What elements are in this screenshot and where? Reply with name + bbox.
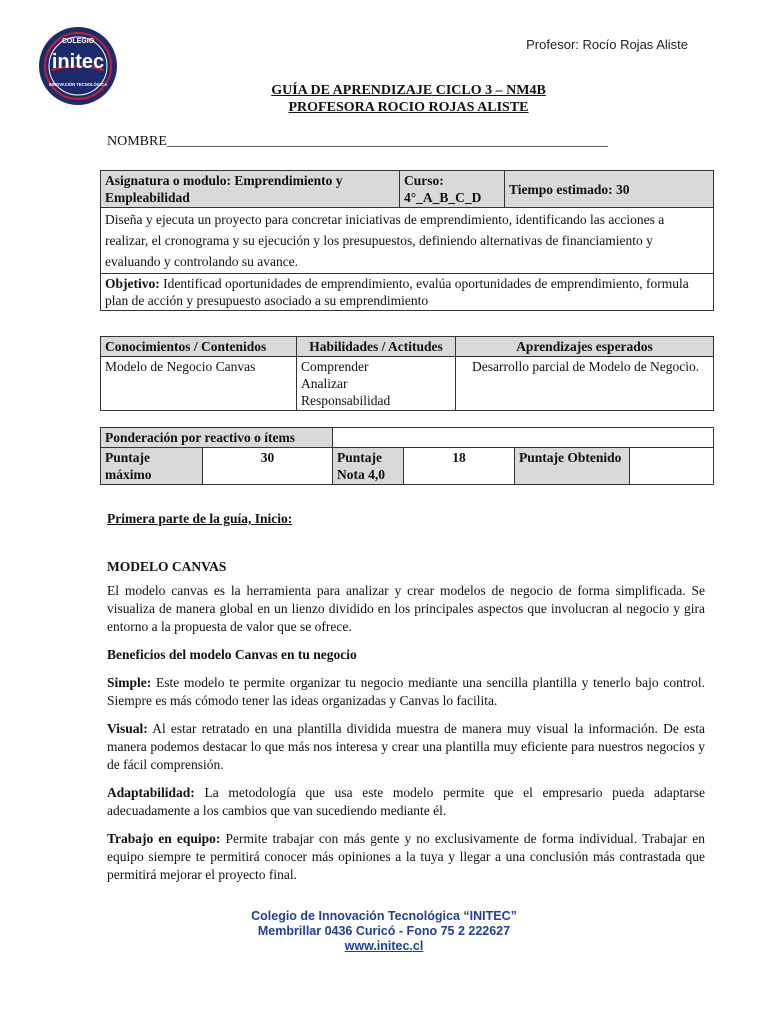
curso-label: Curso: <box>404 173 444 188</box>
benefits-heading: Beneficios del modelo Canvas en tu negocio <box>107 647 357 662</box>
benefit-label: Trabajo en equipo: <box>107 831 221 846</box>
benefit-label: Visual: <box>107 721 148 736</box>
aprendizajes-cell: Desarrollo parcial de Modelo de Negocio. <box>456 357 714 411</box>
score-header: Ponderación por reactivo o ítems <box>101 428 333 448</box>
habilidades-cell <box>297 357 456 411</box>
logo-name: initec <box>51 51 105 73</box>
benefit-label: Adaptabilidad: <box>107 785 195 800</box>
benefit-text: La metodología que usa este modelo permite que el empresario pueda adaptarse adecuadamente a los cambios que van sucediendo mediante él. <box>107 785 705 818</box>
description-cell: Diseña y ejecuta un proyecto para concretar iniciativas de emprendimiento, identificando las acciones a realizar, el cronograma y su ejecución y los presupuestos, definiendo alternativas de financiamiento y evaluando y controlando su avance. <box>101 208 714 274</box>
header-conocimientos: Conocimientos / Contenidos <box>101 337 297 357</box>
header-aprendizajes: Aprendizajes esperados <box>456 337 714 357</box>
habilidad-item: Analizar <box>301 376 348 391</box>
benefit-text: Permite trabajar con más gente y no exclusivamente de forma individual. Trabajar en equipo siempre te permitirá conocer más opiniones a la tuya y llegar a una conclusión más contrastada que permitirá mejorar el proyecto final. <box>107 831 706 882</box>
contenido-cell: Modelo de Negocio Canvas <box>101 357 297 411</box>
contents-table <box>100 336 714 411</box>
title-line-1: GUÍA DE APRENDIZAJE CICLO 3 – NM4B <box>271 83 546 98</box>
obtenido-value[interactable] <box>630 448 714 485</box>
curso-value: 4°_A_B_C_D <box>404 190 482 205</box>
logo-top-text: COLEGIO <box>61 38 95 45</box>
puntaje-maximo-value: 30 <box>203 448 333 485</box>
footer-school-name: Colegio de Innovación Tecnológica “INITEC” <box>251 909 517 923</box>
nota-value: 18 <box>404 448 515 485</box>
obtenido-label: Puntaje Obtenido <box>515 448 630 485</box>
benefit-text: Al estar retratado en una plantilla dividida muestra de manera muy visual la información. De esta manera podemos destacar lo que más nos interesa y crear una plantilla muy eficiente para nuestros negocios y de fácil comprensión. <box>107 721 705 772</box>
professor-header: Profesor: Rocío Rojas Aliste <box>526 37 688 52</box>
nombre-field[interactable]: NOMBRE_______________________________________________________________ <box>107 134 608 149</box>
section-title: Primera parte de la guía, Inicio: <box>107 511 293 526</box>
benefit-adaptabilidad <box>107 784 705 820</box>
asignatura-cell: Asignatura o modulo: Emprendimiento y Empleabilidad <box>101 171 400 208</box>
subject-table <box>100 170 714 311</box>
objetivo-cell <box>101 274 714 311</box>
logo-bottom-text: INNOVACIÓN TECNOLÓGICA <box>48 82 108 87</box>
objetivo-text: Identificad oportunidades de emprendimiento, evalúa oportunidades de emprendimiento, formula plan de acción y presupuesto asociado a su emprendimiento <box>105 276 689 308</box>
intro-paragraph: El modelo canvas es la herramienta para analizar y crear modelos de negocio de forma simplificada. Se visualiza de manera global en un lienzo dividido en los principales aspectos que involucran al negocio y gira entorno a la propuesta de valor que se ofrece. <box>107 583 705 634</box>
header-habilidades: Habilidades / Actitudes <box>297 337 456 357</box>
footer-address: Membrillar 0436 Curicó - Fono 75 2 222627 <box>257 924 511 938</box>
nota-label: Puntaje Nota 4,0 <box>333 448 404 485</box>
tiempo-cell: Tiempo estimado: 30 <box>505 171 714 208</box>
puntaje-maximo-label: Puntaje máximo <box>101 448 203 485</box>
title-line-2: PROFESORA ROCIO ROJAS ALISTE <box>288 100 529 115</box>
guide-content <box>107 510 705 894</box>
habilidad-item: Comprender <box>301 359 369 374</box>
footer-website-link[interactable]: www.initec.cl <box>344 939 424 953</box>
score-table <box>100 427 714 485</box>
objetivo-label: Objetivo: <box>105 276 160 291</box>
habilidad-item: Responsabilidad <box>301 393 391 408</box>
benefit-simple <box>107 674 705 710</box>
document-title <box>100 82 717 116</box>
canvas-heading: MODELO CANVAS <box>107 559 227 574</box>
curso-cell <box>400 171 505 208</box>
benefit-visual <box>107 720 705 774</box>
page-footer <box>0 909 768 954</box>
benefit-label: Simple: <box>107 675 152 690</box>
benefit-text: Este modelo te permite organizar tu negocio mediante una sencilla plantilla y tenerlo bajo control. Siempre es más cómodo tener las ideas organizadas y Canvas lo facilita. <box>107 675 705 708</box>
benefit-trabajo-equipo <box>107 830 705 884</box>
